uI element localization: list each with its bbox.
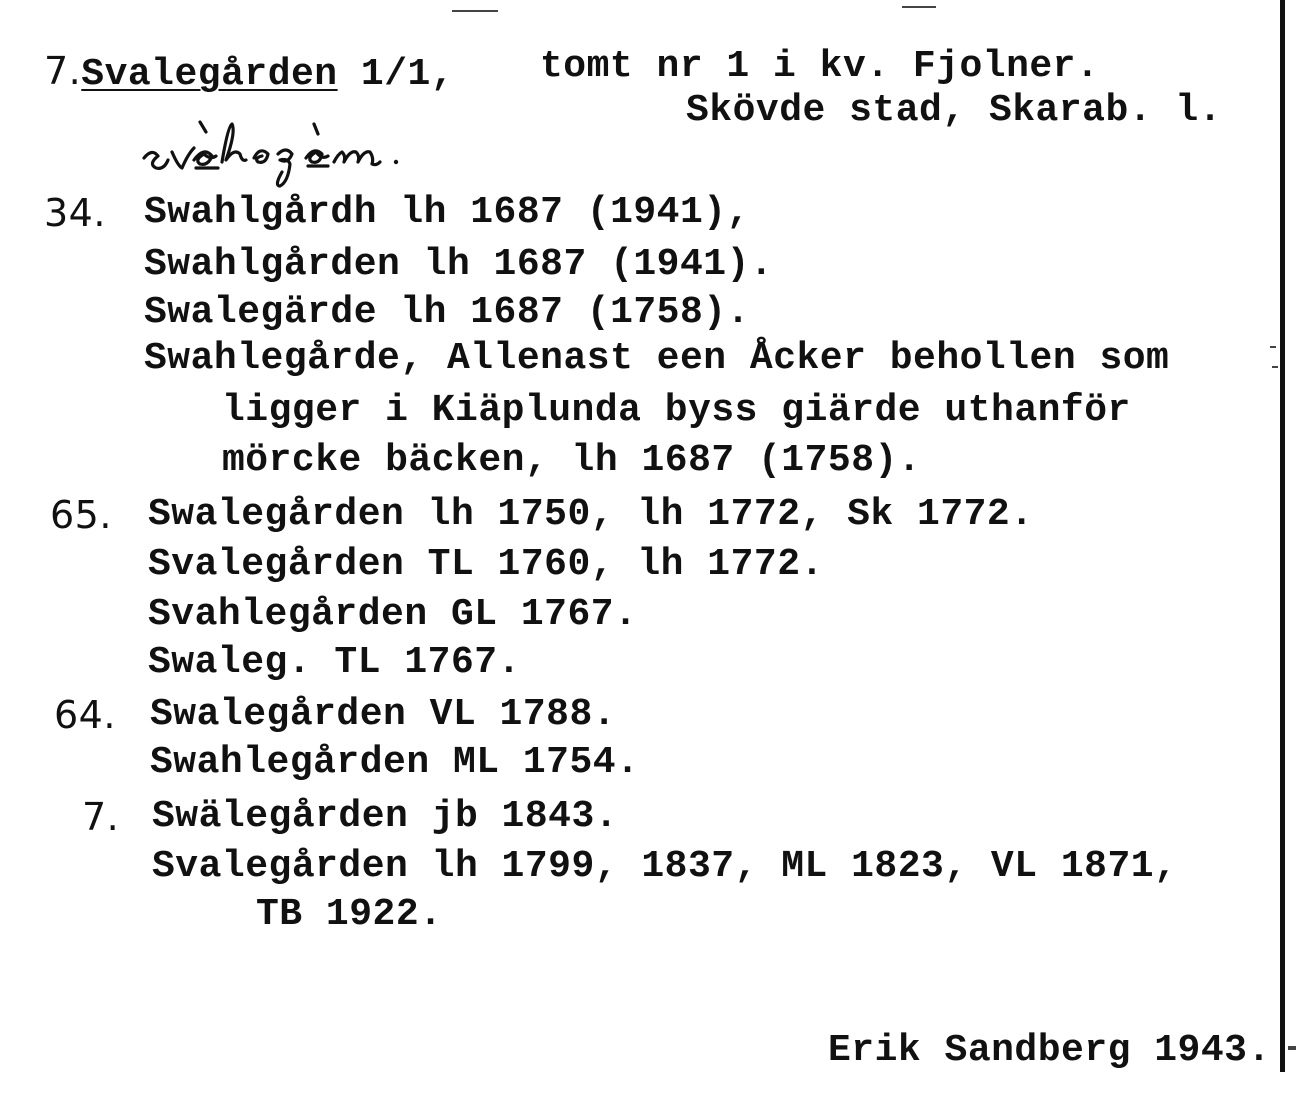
plot-reference: tomt nr 1 i kv. Fjolner. <box>540 45 1100 88</box>
group-number: 65. <box>50 493 112 537</box>
handwritten-pronunciation <box>138 118 518 188</box>
scan-speck <box>1270 346 1276 348</box>
scan-speck <box>452 10 498 12</box>
form-line: Swahlegården ML 1754. <box>150 741 640 784</box>
group-number: 64. <box>54 693 116 737</box>
form-line: Swalegården VL 1788. <box>150 693 617 736</box>
share: 1/1, <box>337 53 455 96</box>
card-edge <box>1280 0 1285 1072</box>
form-line: ligger i Kiäplunda byss giärde uthanför <box>222 389 1131 432</box>
form-line: Swahlegårde, Allenast een Åcker behollen som <box>144 337 1170 380</box>
form-line: Svalegården TL 1760, lh 1772. <box>148 543 824 586</box>
form-line: Svahlegården GL 1767. <box>148 593 638 636</box>
location: Skövde stad, Skarab. l. <box>686 89 1222 132</box>
place-name: Svalegården <box>81 53 338 96</box>
heading-line <box>44 49 455 96</box>
scan-speck <box>1288 1046 1296 1050</box>
scan-speck <box>1272 366 1278 368</box>
form-line: Swälegården jb 1843. <box>152 795 619 838</box>
form-line: Swalegården lh 1750, lh 1772, Sk 1772. <box>148 493 1034 536</box>
form-line: mörcke bäcken, lh 1687 (1758). <box>222 439 922 482</box>
form-line: Swaleg. TL 1767. <box>148 641 521 684</box>
form-line: TB 1922. <box>256 893 443 936</box>
form-line: Swalegärde lh 1687 (1758). <box>144 291 750 334</box>
form-line: Svalegården lh 1799, 1837, ML 1823, VL 1871, <box>152 845 1178 888</box>
form-line: Swahlgårdh lh 1687 (1941), <box>144 191 750 234</box>
scan-speck <box>902 6 936 8</box>
signature: Erik Sandberg 1943. <box>828 1029 1271 1072</box>
entry-number: 7. <box>44 49 82 93</box>
group-number: 7. <box>82 795 120 839</box>
group-number: 34. <box>44 191 106 235</box>
form-line: Swahlgården lh 1687 (1941). <box>144 243 774 286</box>
